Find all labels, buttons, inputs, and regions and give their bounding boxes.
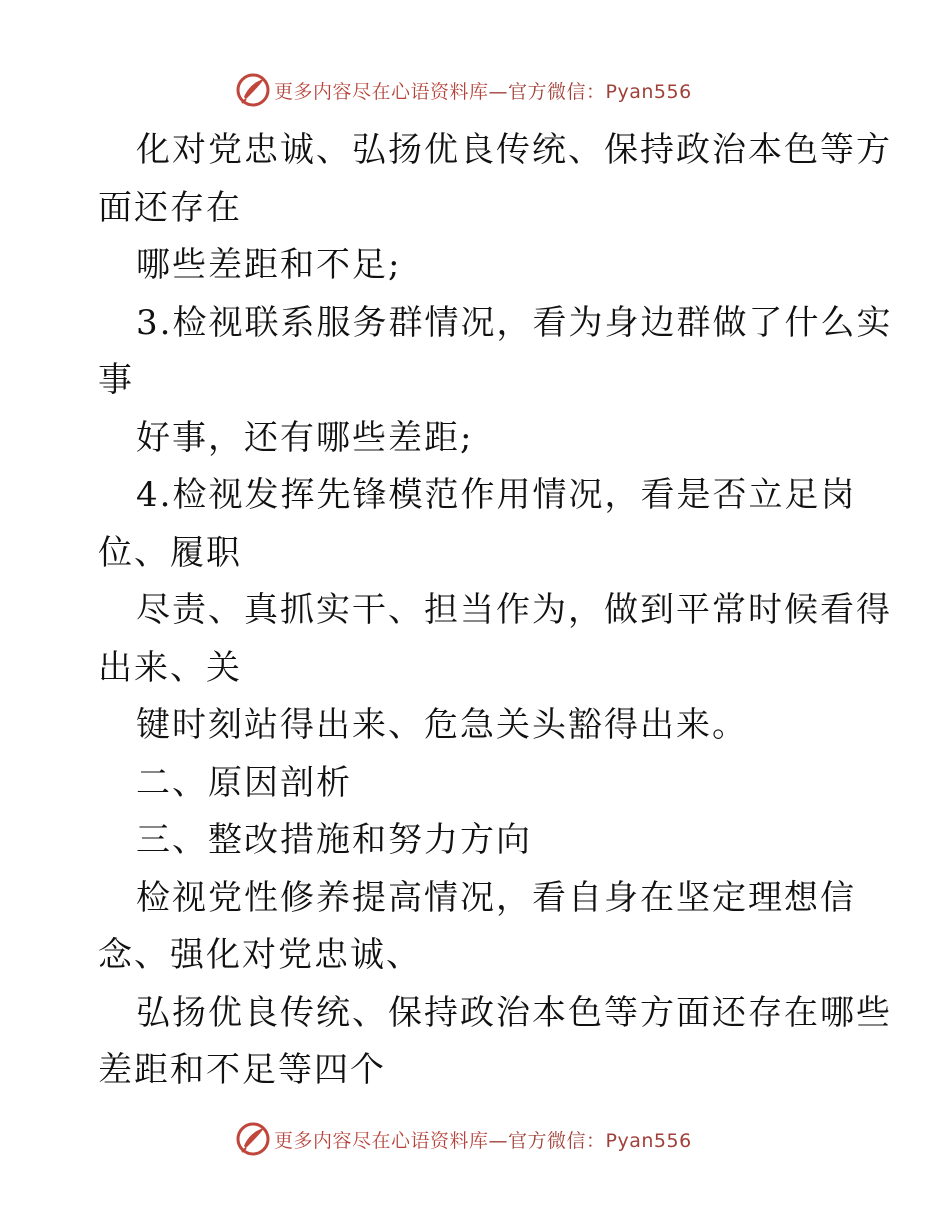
document-body — [98, 122, 893, 1100]
footer-wechat-text: —官方微信：Pyan556 — [488, 1129, 692, 1152]
header-wechat-text: —官方微信：Pyan556 — [488, 80, 692, 103]
body-line: 化对党忠诚、弘扬优良传统、保持政治本色等方 — [136, 130, 892, 170]
header-banner — [236, 72, 756, 108]
header-banner-text — [274, 77, 692, 104]
body-line: 键时刻站得出来、危急关头豁得出来。 — [136, 705, 748, 745]
section-heading: 二、原因剖析 — [136, 762, 352, 803]
body-line: 弘扬优良传统、保持政治本色等方面还存在哪些 — [136, 992, 892, 1033]
footer-banner-text — [274, 1126, 692, 1153]
footer-banner — [236, 1121, 756, 1157]
body-line: 面还存在 — [98, 187, 242, 228]
body-line: 4.检视发挥先锋模范作用情况，看是否立足岗 — [136, 475, 857, 515]
header-site-text: 更多内容尽在心语资料库 — [274, 80, 489, 103]
body-line: 尽责、真抓实干、担当作为，做到平常时候看得 — [136, 590, 892, 630]
body-line: 念、强化对党忠诚、 — [98, 935, 422, 975]
body-line: 差距和不足等四个 — [98, 1050, 386, 1090]
quill-logo-icon — [236, 73, 270, 107]
body-line: 位、履职 — [98, 532, 242, 573]
body-line: 事 — [98, 360, 134, 400]
body-line: 检视党性修养提高情况，看自身在坚定理想信 — [136, 877, 856, 918]
footer-site-text: 更多内容尽在心语资料库 — [274, 1129, 489, 1152]
body-line: 3.检视联系服务群情况，看为身边群做了什么实 — [136, 302, 893, 343]
body-line: 哪些差距和不足; — [136, 245, 402, 285]
body-line: 出来、关 — [98, 647, 242, 688]
body-line: 好事，还有哪些差距; — [136, 417, 474, 458]
section-heading: 三、整改措施和努力方向 — [136, 820, 532, 860]
quill-logo-icon — [236, 1122, 270, 1156]
